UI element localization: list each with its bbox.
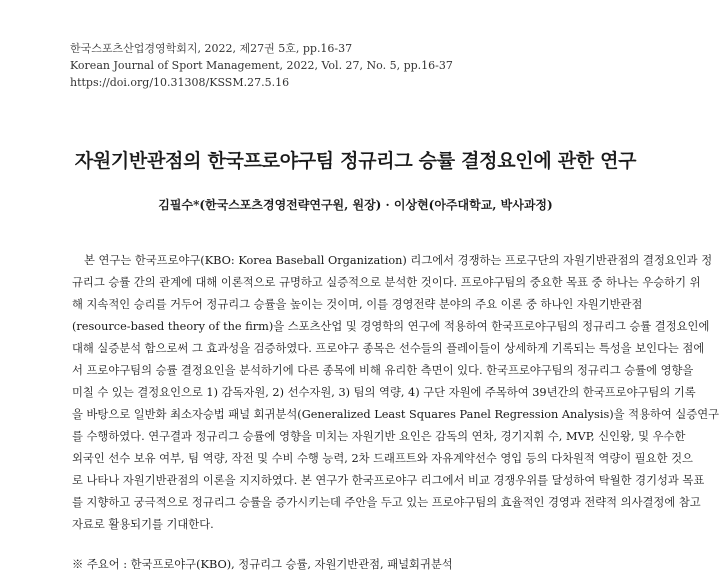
paper-title: 자원기반관점의 한국프로야구팀 정규리그 승률 결정요인에 관한 연구 — [74, 150, 637, 172]
abstract-line: 미칠 수 있는 결정요인으로 1) 감독자원, 2) 선수자원, 3) 팀의 역량, 4) 구단 자원에 주목하여 39년간의 한국프로야구팀의 기록 — [72, 386, 696, 399]
abstract-line: (resource-based theory of the firm)을 스포츠산업 및 경영학의 연구에 적용하여 한국프로야구팀의 정규리그 승률 결정요인에 — [72, 320, 710, 333]
doi-link[interactable]: https://doi.org/10.31308/KSSM.27.5.16 — [70, 76, 290, 89]
abstract-line: 외국인 선수 보유 여부, 팀 역량, 작전 및 수비 수행 능력, 2차 드래프트와 자유계약선수 영입 등의 다차원적 역량이 필요한 것으 — [72, 452, 693, 465]
abstract-line: 서 프로야구팀의 승률 결정요인을 분석하기에 다른 종목에 비해 유리한 측면이 있다. 한국프로야구팀의 정규리그 승률에 영향을 — [72, 364, 694, 377]
keywords: ※ 주요어 : 한국프로야구(KBO), 정규리그 승률, 자원기반관점, 패널회귀분석 — [72, 558, 453, 571]
abstract-line: 자료로 활용되기를 기대한다. — [72, 518, 214, 531]
journal-citation-english: Korean Journal of Sport Management, 2022, Vol. 27, No. 5, pp.16-37 — [70, 59, 453, 72]
abstract-line: 본 연구는 한국프로야구(KBO: Korea Baseball Organization) 리그에서 경쟁하는 프로구단의 자원기반관점의 결정요인과 정 — [84, 254, 713, 267]
abstract-line: 로 나타나 자원기반관점의 이론을 지지하였다. 본 연구가 한국프로야구 리그에서 비교 경쟁우위를 달성하여 탁월한 경기성과 목표 — [72, 474, 705, 487]
abstract-line: 를 수행하였다. 연구결과 정규리그 승률에 영향을 미치는 자원기반 요인은 감독의 연차, 경기지휘 수, MVP, 신인왕, 및 우수한 — [72, 430, 686, 443]
abstract-line: 대해 실증분석 함으로써 그 효과성을 검증하였다. 프로야구 종목은 선수들의 플레이들이 상세하게 기록되는 특성을 보인다는 점에 — [72, 342, 705, 355]
abstract-line: 해 지속적인 승리를 거두어 정규리그 승률을 높이는 것이며, 이를 경영전략 분야의 주요 이론 중 하나인 자원기반관점 — [72, 298, 643, 311]
journal-citation-korean: 한국스포츠산업경영학회지, 2022, 제27권 5호, pp.16-37 — [70, 42, 353, 55]
abstract-line: 규리그 승률 간의 관계에 대해 이론적으로 규명하고 실증적으로 분석한 것이다. 프로야구팀의 중요한 목표 중 하나는 우승하기 위 — [72, 276, 701, 289]
abstract-line: 을 바탕으로 일반화 최소자승법 패널 회귀분석(Generalized Least Squares Panel Regression Analysis)을 적용하여 실증연구 — [72, 408, 719, 421]
abstract-line: 를 지향하고 궁극적으로 정규리그 승률을 증가시키는데 주안을 두고 있는 프로야구팀의 효율적인 경영과 전략적 의사결정에 참고 — [72, 496, 701, 509]
abstract — [72, 250, 719, 536]
journal-header — [70, 40, 453, 91]
paper-authors: 김필수*(한국스포츠경영전략연구원, 원장) · 이상현(아주대학교, 박사과정) — [158, 198, 553, 212]
